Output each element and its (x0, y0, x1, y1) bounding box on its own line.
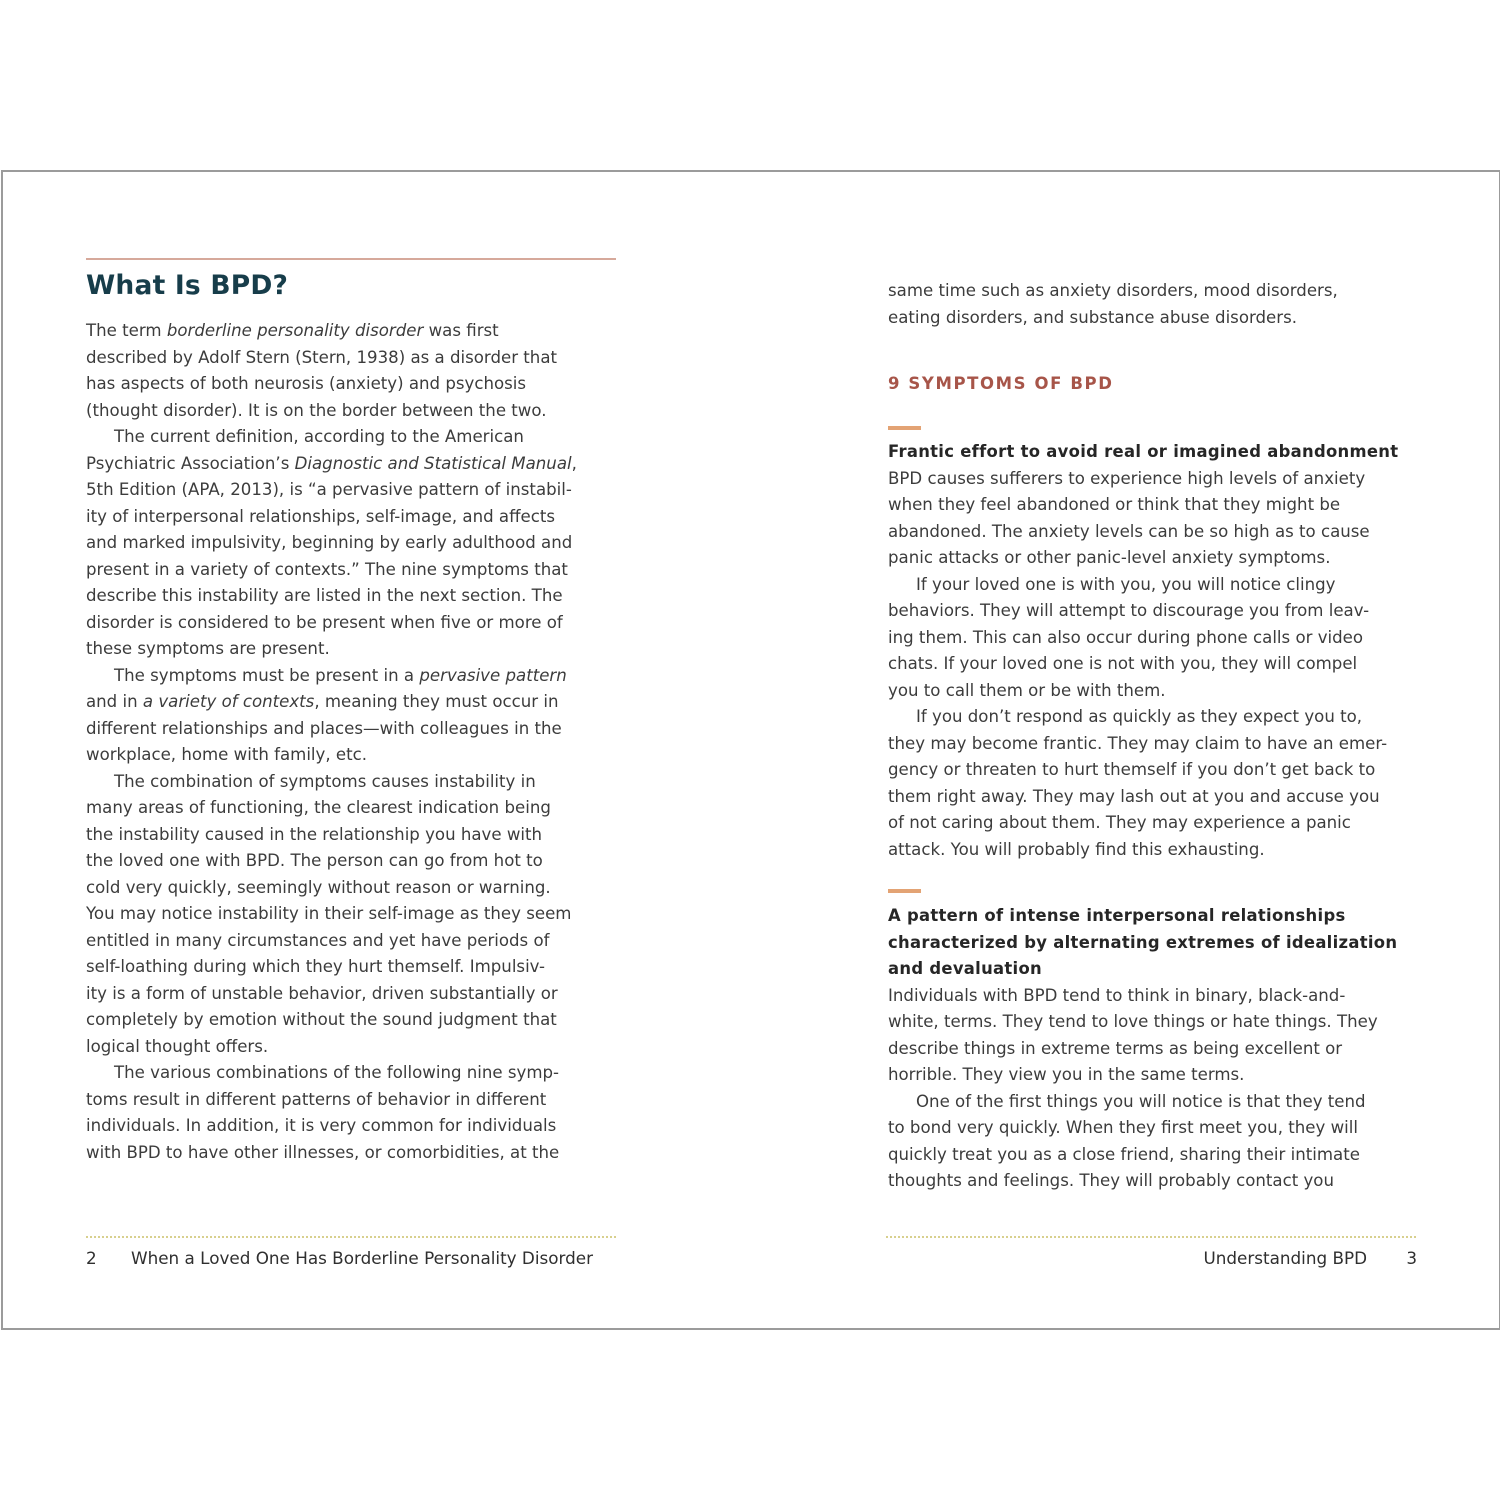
text-line: If you don’t respond as quickly as they expect you to, (916, 707, 1363, 726)
heading-rule (86, 258, 616, 260)
text-line: panic attacks or other panic-level anxiety symptoms. (888, 548, 1331, 567)
text-line: If your loved one is with you, you will notice clingy (916, 574, 1336, 594)
section-heading: 9 SYMPTOMS OF BPD (888, 374, 1114, 393)
text-line: ing them. This can also occur during phone calls or video (888, 627, 1364, 647)
text-line: The term borderline personality disorder was first (86, 321, 499, 340)
symptom-title (888, 903, 1448, 983)
text-line: 5th Edition (APA, 2013), is “a pervasive pattern of instabil- (86, 480, 572, 499)
text-line: behaviors. They will attempt to discourage you from leav- (888, 601, 1370, 620)
text-line: and marked impulsivity, beginning by early adulthood and (86, 533, 573, 552)
text-line: Psychiatric Association’s Diagnostic and Statistical Manual, (86, 453, 577, 473)
text-line: has aspects of both neurosis (anxiety) and psychosis (86, 374, 527, 393)
text-line: different relationships and places—with colleagues in the (86, 718, 562, 738)
title-line: A pattern of intense interpersonal relationships (888, 906, 1346, 925)
text-line: Individuals with BPD tend to think in binary, black-and- (888, 985, 1346, 1005)
text-line: You may notice instability in their self-image as they seem (86, 904, 572, 923)
running-head: When a Loved One Has Borderline Personality Disorder (131, 1248, 593, 1268)
text-line: present in a variety of contexts.” The nine symptoms that (86, 559, 568, 579)
text-line: of not caring about them. They may experience a panic (888, 813, 1351, 832)
running-head: Understanding BPD (1203, 1248, 1367, 1268)
symptom-2 (888, 903, 1448, 1195)
text-line: them right away. They may lash out at you and accuse you (888, 786, 1380, 806)
text-line: BPD causes sufferers to experience high levels of anxiety (888, 468, 1366, 488)
left-page (3, 172, 751, 1328)
page-number: 3 (1406, 1248, 1417, 1268)
text-line: One of the first things you will notice is that they tend (916, 1091, 1366, 1111)
text-line: described by Adolf Stern (Stern, 1938) as a disorder that (86, 347, 558, 367)
text-line: completely by emotion without the sound judgment that (86, 1010, 557, 1029)
text-line: they may become frantic. They may claim to have an emer- (888, 733, 1388, 753)
text-line: eating disorders, and substance abuse disorders. (888, 307, 1297, 327)
symptom-dash (888, 426, 921, 430)
text-line: The symptoms must be present in a pervasive pattern (114, 665, 567, 685)
book-spread (1, 170, 1500, 1330)
text-line: attack. You will probably find this exhausting. (888, 839, 1265, 859)
symptom-body (888, 983, 1448, 1195)
right-page (751, 172, 1499, 1328)
left-body-text (86, 318, 626, 1166)
symptom-title: Frantic effort to avoid real or imagined abandonment (888, 442, 1399, 461)
text-line: cold very quickly, seemingly without reason or warning. (86, 877, 551, 897)
text-line: individuals. In addition, it is very common for individuals (86, 1116, 557, 1135)
title-line: characterized by alternating extremes of idealization (888, 932, 1398, 952)
text-line: you to call them or be with them. (888, 680, 1166, 700)
text-line: horrible. They view you in the same terms. (888, 1065, 1245, 1084)
text-line: logical thought offers. (86, 1036, 269, 1056)
text-line: toms result in different patterns of behavior in different (86, 1089, 547, 1109)
text-line: quickly treat you as a close friend, sharing their intimate (888, 1144, 1360, 1164)
text-line: thoughts and feelings. They will probably contact you (888, 1171, 1334, 1190)
text-line: to bond very quickly. When they first meet you, they will (888, 1118, 1358, 1137)
text-line: ity is a form of unstable behavior, driven substantially or (86, 983, 558, 1003)
text-line: ity of interpersonal relationships, self-image, and affects (86, 506, 556, 526)
continued-text (888, 278, 1428, 331)
footer-dotted-rule (886, 1236, 1416, 1238)
text-line: white, terms. They tend to love things or hate things. They (888, 1012, 1378, 1031)
symptom-body (888, 466, 1448, 864)
text-line: these symptoms are present. (86, 639, 330, 658)
symptom-1 (888, 439, 1448, 863)
text-line: the instability caused in the relationship you have with (86, 824, 543, 844)
text-line: describe this instability are listed in the next section. The (86, 586, 563, 605)
text-line: and in a variety of contexts, meaning they must occur in (86, 692, 559, 711)
text-line: (thought disorder). It is on the border between the two. (86, 400, 547, 420)
page-number: 2 (86, 1248, 97, 1268)
text-line: many areas of functioning, the clearest indication being (86, 798, 551, 817)
title-line: and devaluation (888, 959, 1042, 978)
text-line: abandoned. The anxiety levels can be so high as to cause (888, 521, 1370, 541)
text-line: with BPD to have other illnesses, or comorbidities, at the (86, 1142, 560, 1162)
symptom-dash (888, 889, 921, 893)
text-line: The combination of symptoms causes instability in (114, 771, 536, 791)
text-line: entitled in many circumstances and yet have periods of (86, 930, 550, 950)
text-line: gency or threaten to hurt themself if you don’t get back to (888, 760, 1376, 779)
text-line: The current definition, according to the American (114, 427, 524, 446)
text-line: chats. If your loved one is not with you, they will compel (888, 654, 1358, 673)
text-line: when they feel abandoned or think that they might be (888, 495, 1341, 514)
text-line: describe things in extreme terms as being excellent or (888, 1038, 1343, 1058)
text-line: disorder is considered to be present when five or more of (86, 612, 563, 632)
text-line: The various combinations of the following nine symp- (114, 1063, 560, 1082)
footer-dotted-rule (86, 1236, 616, 1238)
text-line: the loved one with BPD. The person can go from hot to (86, 851, 543, 870)
text-line: same time such as anxiety disorders, mood disorders, (888, 281, 1338, 300)
text-line: self-loathing during which they hurt themself. Impulsiv- (86, 957, 546, 976)
text-line: workplace, home with family, etc. (86, 745, 368, 764)
page-title: What Is BPD? (86, 270, 289, 301)
